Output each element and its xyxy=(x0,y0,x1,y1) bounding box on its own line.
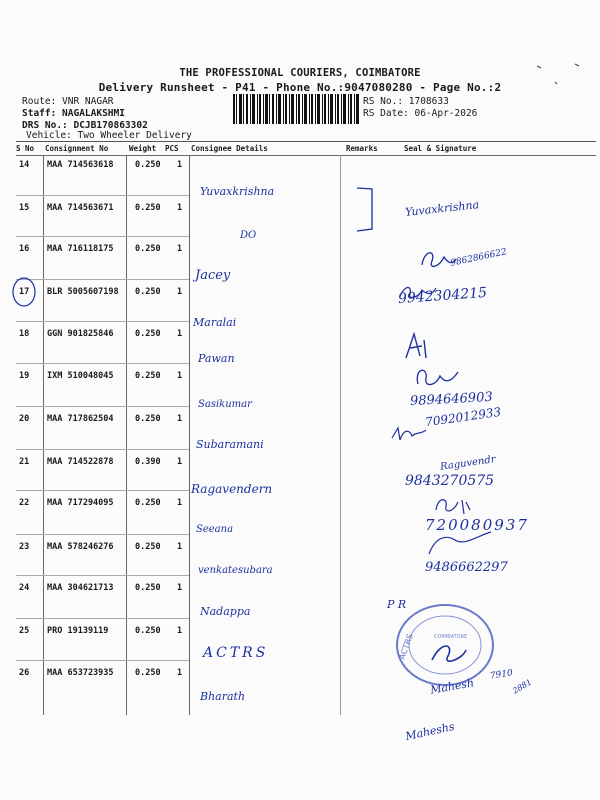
row-consignment: MAA 714563671 xyxy=(47,203,114,213)
table-row xyxy=(16,583,356,597)
row-weight: 0.250 xyxy=(135,414,161,424)
table-row xyxy=(16,626,356,640)
table-row xyxy=(16,668,356,682)
row-consignment: MAA 653723935 xyxy=(47,668,114,678)
handwritten-name: Yuvaxkrishna xyxy=(200,185,275,198)
handwritten-name: Seeana xyxy=(196,524,234,535)
rs-number: RS No.: 1708633 xyxy=(363,96,449,107)
signature-scribble-icon xyxy=(402,330,432,362)
row-weight: 0.250 xyxy=(135,626,161,636)
handwritten-phone: 9942304215 xyxy=(397,284,488,308)
row-consignment: PRO 19139119 xyxy=(47,626,109,636)
col-sno: S No xyxy=(16,144,35,153)
handwritten-name: Bharath xyxy=(200,690,246,703)
row-sno: 26 xyxy=(19,668,30,678)
row-sno: 16 xyxy=(19,244,30,254)
row-pcs: 1 xyxy=(177,329,183,339)
table-row xyxy=(16,542,356,556)
row-divider xyxy=(16,534,189,535)
table-row xyxy=(16,498,356,512)
table-row xyxy=(16,203,356,217)
handwritten-name: Nadappa xyxy=(200,605,251,618)
col-seal: Seal & Signature xyxy=(404,144,477,153)
row-sno: 22 xyxy=(19,498,30,508)
table-row xyxy=(16,329,356,343)
handwritten-name: Ragavendern xyxy=(191,482,273,496)
row-sno: 21 xyxy=(19,457,30,467)
header-divider xyxy=(16,155,596,156)
row-sno: 20 xyxy=(19,414,30,424)
handwritten-phone: 7092012933 xyxy=(424,404,502,430)
row-divider xyxy=(16,618,189,619)
signature-scribble-icon xyxy=(412,362,462,394)
row-consignment: MAA 717862504 xyxy=(47,414,114,424)
row-weight: 0.250 xyxy=(135,542,161,552)
row-weight: 0.250 xyxy=(135,160,161,170)
row-sno: 15 xyxy=(19,203,30,213)
row-divider xyxy=(16,236,189,237)
row-weight: 0.250 xyxy=(135,498,161,508)
row-pcs: 1 xyxy=(177,203,183,213)
row-pcs: 1 xyxy=(177,287,183,297)
signature-scribble-icon xyxy=(388,418,428,446)
row-pcs: 1 xyxy=(177,244,183,254)
row-consignment: MAA 717294095 xyxy=(47,498,114,508)
row-sno: 14 xyxy=(19,160,30,170)
col-consignment: Consignment No xyxy=(45,144,109,153)
table-row xyxy=(16,287,356,301)
row-sno: 19 xyxy=(19,371,30,381)
row-divider xyxy=(16,321,189,322)
handwritten-phone: 720080937 xyxy=(425,516,529,534)
row-weight: 0.250 xyxy=(135,244,161,254)
route-label: Route: VNR NAGAR xyxy=(22,96,114,107)
table-row xyxy=(16,414,356,428)
handwritten-phone: 9862866622 xyxy=(449,247,508,269)
row-weight: 0.250 xyxy=(135,329,161,339)
handwritten-name: venkatesubara xyxy=(198,565,273,576)
handwritten-signature: P R xyxy=(387,598,407,611)
row-pcs: 1 xyxy=(177,371,183,381)
signature-scribble-icon xyxy=(398,282,438,302)
handwritten-signature: Maheshs xyxy=(404,719,456,744)
table-row xyxy=(16,244,356,258)
runsheet-subtitle: Delivery Runsheet - P41 - Phone No.:9047080280 - Page No.:2 xyxy=(98,81,502,94)
handwritten-signature: Mahesh xyxy=(429,676,475,697)
handwritten-name: DO xyxy=(240,230,257,241)
signature-scribble-icon xyxy=(418,245,458,275)
handwritten-name: Subaramani xyxy=(196,438,264,451)
row-weight: 0.390 xyxy=(135,457,161,467)
svg-text:ACTRS: ACTRS xyxy=(397,632,415,661)
col-weight: Weight xyxy=(129,144,157,153)
col-pcs: PCS xyxy=(165,144,179,153)
row-divider xyxy=(16,363,189,364)
row-weight: 0.250 xyxy=(135,583,161,593)
row-sno: 25 xyxy=(19,626,30,636)
table-row xyxy=(16,371,356,385)
row-consignment: MAA 578246276 xyxy=(47,542,114,552)
staff-label: Staff: NAGALAKSHMI xyxy=(22,108,125,119)
row-pcs: 1 xyxy=(177,583,183,593)
row-consignment: MAA 304621713 xyxy=(47,583,114,593)
row-divider xyxy=(16,449,189,450)
handwritten-signature: Raguvendr xyxy=(439,454,497,473)
company-title: THE PROFESSIONAL COURIERS, COIMBATORE xyxy=(179,67,421,79)
row-pcs: 1 xyxy=(177,457,183,467)
drs-number: DRS No.: DCJB170863302 xyxy=(22,120,148,131)
row-pcs: 1 xyxy=(177,498,183,508)
row-divider xyxy=(16,660,189,661)
col-consignee: Consignee Details xyxy=(191,144,268,153)
row-divider xyxy=(16,575,189,576)
handwritten-name: Jacey xyxy=(195,268,231,283)
stray-mark-icon xyxy=(535,60,585,90)
row-consignment: MAA 716118175 xyxy=(47,244,114,254)
table-row xyxy=(16,457,356,471)
row-weight: 0.250 xyxy=(135,287,161,297)
row-pcs: 1 xyxy=(177,542,183,552)
handwritten-name: Sasikumar xyxy=(198,399,252,410)
row-pcs: 1 xyxy=(177,626,183,636)
row-consignment: IXM 510048045 xyxy=(47,371,114,381)
handwritten-name: Maralai xyxy=(193,316,237,329)
handwritten-signature: 2881 xyxy=(511,677,534,696)
row-sno: 24 xyxy=(19,583,30,593)
row-divider xyxy=(16,195,189,196)
row-pcs: 1 xyxy=(177,160,183,170)
handwritten-phone: 9843270575 xyxy=(405,473,495,489)
handwritten-name: Pawan xyxy=(198,352,235,365)
row-consignment: BLR 5005607198 xyxy=(47,287,119,297)
handwritten-phone: 9486662297 xyxy=(425,560,508,575)
handwritten-phone: 9894646903 xyxy=(409,389,494,410)
row-consignment: MAA 714522878 xyxy=(47,457,114,467)
rs-date: RS Date: 06-Apr-2026 xyxy=(363,108,478,119)
vehicle-label: Vehicle: Two Wheeler Delivery xyxy=(26,130,192,141)
row-sno: 23 xyxy=(19,542,30,552)
col-remarks: Remarks xyxy=(346,144,378,153)
company-seal-stamp xyxy=(392,600,498,690)
row-consignment: MAA 714563618 xyxy=(47,160,114,170)
handwritten-signature: 7910 xyxy=(489,668,514,682)
row-pcs: 1 xyxy=(177,414,183,424)
row-sno: 18 xyxy=(19,329,30,339)
barcode-icon xyxy=(233,94,361,124)
svg-text:COIMBATORE: COIMBATORE xyxy=(434,634,468,640)
handwritten-signature: Yuvaxkrishna xyxy=(404,198,480,219)
circle-mark-icon xyxy=(11,276,37,308)
row-weight: 0.250 xyxy=(135,668,161,678)
signature-scribble-icon xyxy=(425,528,495,558)
row-sno: 17 xyxy=(19,287,30,297)
handwritten-name: ACTRS xyxy=(203,645,269,661)
signature-scribble-icon xyxy=(432,492,472,518)
row-divider xyxy=(16,279,189,280)
row-weight: 0.250 xyxy=(135,371,161,381)
row-divider xyxy=(16,406,189,407)
bracket-mark-icon xyxy=(355,185,380,235)
table-header xyxy=(16,141,596,156)
table-row xyxy=(16,160,356,174)
row-pcs: 1 xyxy=(177,668,183,678)
row-weight: 0.250 xyxy=(135,203,161,213)
row-divider xyxy=(16,490,189,491)
row-consignment: GGN 901825846 xyxy=(47,329,114,339)
